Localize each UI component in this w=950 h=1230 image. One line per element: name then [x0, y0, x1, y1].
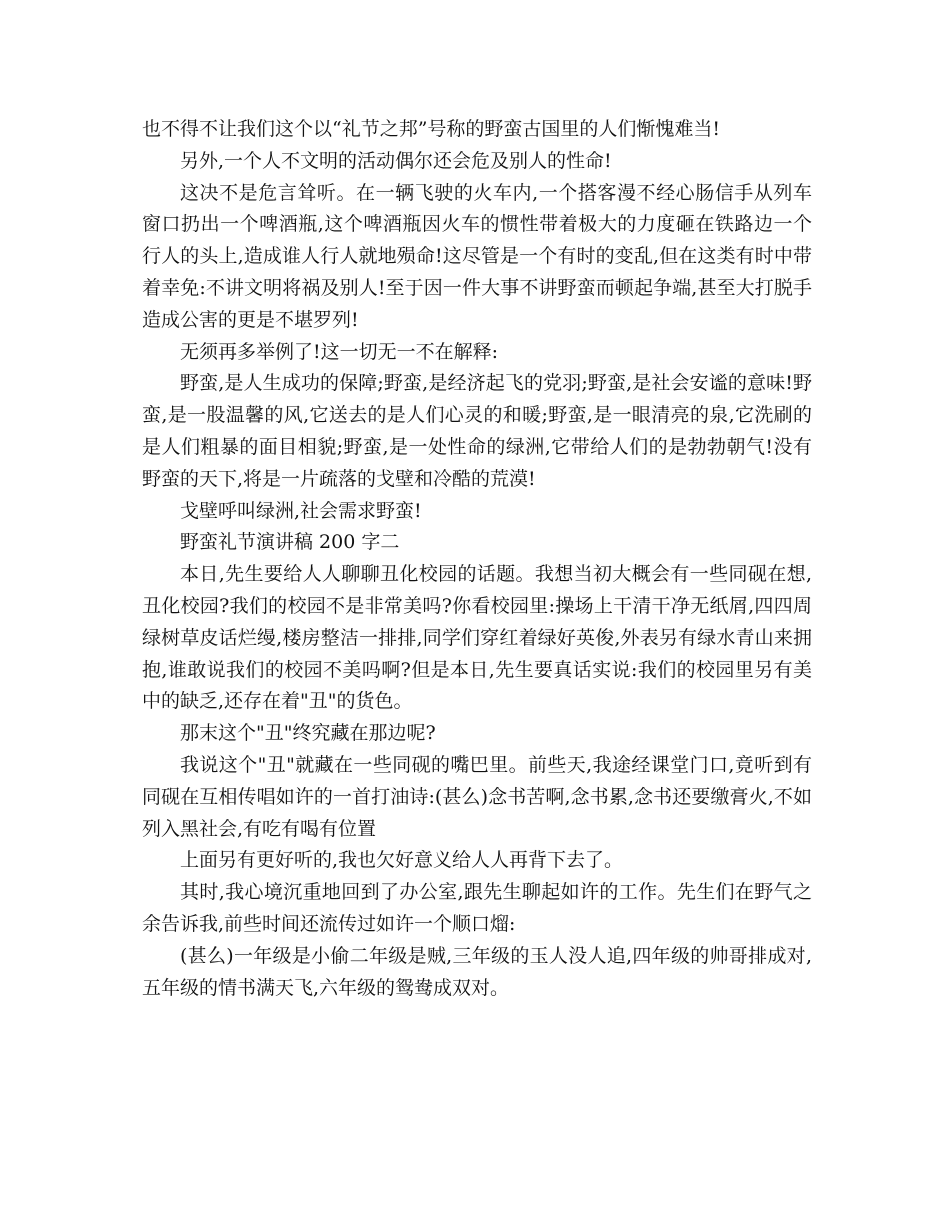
- section-heading: 野蛮礼节演讲稿 200 字二: [180, 531, 400, 554]
- document-body: [142, 114, 812, 1004]
- paragraph-1: 也不得不让我们这个以“礼节之邦”号称的野蛮古国里的人们惭愧难当!: [142, 118, 721, 140]
- paragraph-8: 本日,先生要给人人聊聊丑化校园的话题。我想当初大概会有一些同砚在想,丑化校园?我们的校园不是非常美吗?你看校园里:操场上干清干净无纸屑,四四周绿树草皮话烂缦,楼房整洁一排排,同学们穿红着绿好英俊,外表另有绿水青山来拥抱,谁敢说我们的校园不美吗啊?但是本日,先生要真话实说:我们的校园里另有美中的缺乏,还存在着"丑"的货色。: [142, 563, 812, 713]
- paragraph-13: (甚么)一年级是小偷二年级是贼,三年级的玉人没人追,四年级的帅哥排成对,五年级的情书满天飞,六年级的鸳鸯成双对。: [142, 944, 812, 999]
- paragraph-3: 这决不是危言耸听。在一辆飞驶的火车内,一个搭客漫不经心肠信手从列车窗口扔出一个啤酒瓶,这个啤酒瓶因火车的惯性带着极大的力度砸在铁路边一个行人的头上,造成谁人行人就地殒命!这尽管是一个有时的变乱,但在这类有时中带着幸免:不讲文明将祸及别人!至于因一件大事不讲野蛮而顿起争端,甚至大打脱手造成公害的更是不堪罗列!: [142, 181, 812, 331]
- paragraph-5: 野蛮,是人生成功的保障;野蛮,是经济起飞的党羽;野蛮,是社会安谧的意味!野蛮,是一股温馨的风,它送去的是人们心灵的和暖;野蛮,是一眼清亮的泉,它洗刷的是人们粗暴的面目相貌;野蛮,是一处性命的绿洲,它带给人们的是勃勃朝气!没有野蛮的天下,将是一片疏落的戈壁和冷酷的荒漠!: [142, 372, 812, 490]
- paragraph-4: 无须再多举例了!这一切无一不在解释:: [180, 340, 499, 363]
- paragraph-10: 我说这个"丑"就藏在一些同砚的嘴巴里。前些天,我途经课堂门口,竟听到有同砚在互相传唱如许的一首打油诗:(甚么)念书苦啊,念书累,念书还要缴膏火,不如列入黑社会,有吃有喝有位置: [142, 753, 812, 840]
- paragraph-11: 上面另有更好听的,我也欠好意义给人人再背下去了。: [180, 849, 624, 872]
- paragraph-12: 其时,我心境沉重地回到了办公室,跟先生聊起如许的工作。先生们在野气之余告诉我,前些时间还流传过如许一个顺口熘:: [142, 881, 812, 935]
- paragraph-6: 戈壁呼叫绿洲,社会需求野蛮!: [180, 499, 422, 522]
- paragraph-2: 另外,一个人不文明的活动偶尔还会危及别人的性命!: [180, 149, 612, 172]
- paragraph-9: 那末这个"丑"终究藏在那边呢?: [180, 722, 436, 745]
